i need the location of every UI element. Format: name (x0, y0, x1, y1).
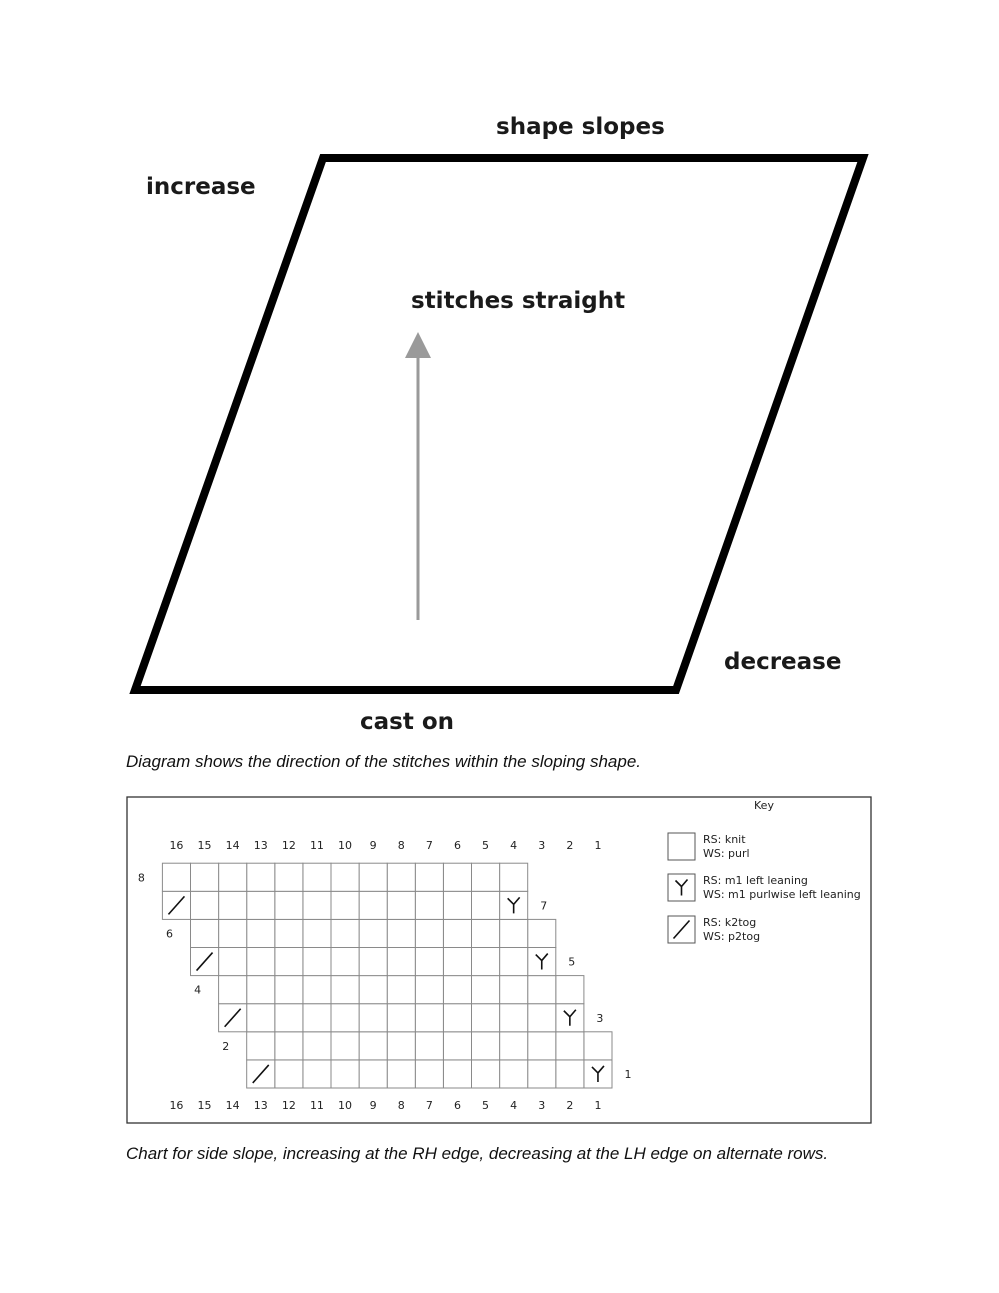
chart-cell (275, 976, 303, 1004)
chart-cell (500, 976, 528, 1004)
chart-cell (275, 891, 303, 919)
chart-cell (443, 948, 471, 976)
chart-cell (387, 1032, 415, 1060)
chart-cell (359, 948, 387, 976)
chart-cell (359, 1032, 387, 1060)
stitch-number-top: 5 (482, 839, 490, 852)
stitch-number-bottom: 13 (253, 1099, 268, 1112)
row-number-label: 6 (166, 927, 173, 941)
row-number-label: 7 (540, 899, 548, 913)
chart-cell (247, 948, 275, 976)
chart-cell (500, 948, 528, 976)
chart-cell (443, 919, 471, 947)
chart-cell (303, 976, 331, 1004)
chart-cell (359, 976, 387, 1004)
chart-cell (387, 891, 415, 919)
chart-cell (415, 891, 443, 919)
row-number-label: 1 (624, 1067, 632, 1081)
stitch-number-top: 12 (281, 839, 296, 852)
chart-cell (415, 1060, 443, 1088)
chart-cell (500, 863, 528, 891)
chart-cell (415, 1004, 443, 1032)
stitch-number-top: 13 (253, 839, 268, 852)
chart-cell (472, 976, 500, 1004)
chart-cell (247, 1032, 275, 1060)
chart-cell (303, 1032, 331, 1060)
chart-cell (443, 863, 471, 891)
chart-cell (331, 891, 359, 919)
decrease-label: decrease (724, 649, 842, 675)
chart-cell (500, 1004, 528, 1032)
chart-cell (331, 1032, 359, 1060)
chart-cell (359, 891, 387, 919)
stitch-number-top: 4 (510, 839, 518, 852)
chart-cell (584, 1032, 612, 1060)
stitch-number-top: 11 (309, 839, 324, 852)
chart-cell (359, 1004, 387, 1032)
chart-cell (500, 919, 528, 947)
stitch-number-top: 3 (538, 839, 546, 852)
stitch-number-top: 16 (169, 839, 184, 852)
stitch-number-top: 14 (225, 839, 240, 852)
chart-cell (500, 1060, 528, 1088)
chart-cell (556, 976, 584, 1004)
chart-cell (443, 1032, 471, 1060)
chart-caption: Chart for side slope, increasing at the RH edge, decreasing at the LH edge on alternate rows. (126, 1144, 829, 1163)
stitch-number-bottom: 3 (538, 1099, 546, 1112)
chart-cell (247, 891, 275, 919)
chart-cell (162, 863, 190, 891)
stitch-number-bottom: 12 (281, 1099, 296, 1112)
key-ws-label: WS: m1 purlwise left leaning (703, 888, 861, 901)
stitch-number-top: 6 (453, 839, 461, 852)
chart-cell (303, 891, 331, 919)
chart-cell (472, 919, 500, 947)
chart-cell (359, 1060, 387, 1088)
chart-cell (331, 1060, 359, 1088)
chart-cell (387, 863, 415, 891)
chart-cell (331, 1004, 359, 1032)
chart-cell (500, 1032, 528, 1060)
stitch-number-bottom: 8 (397, 1099, 405, 1112)
stitch-number-top: 2 (566, 839, 574, 852)
key-rs-label: RS: knit (703, 833, 746, 846)
row-number-label: 8 (137, 871, 145, 885)
chart-cell (303, 948, 331, 976)
chart-cell (219, 976, 247, 1004)
chart-cell (191, 891, 219, 919)
shape-slopes-label: shape slopes (496, 114, 665, 140)
stitch-number-bottom: 16 (169, 1099, 184, 1112)
chart-cell (472, 948, 500, 976)
row-number-label: 4 (194, 983, 202, 997)
row-number-label: 5 (568, 955, 576, 969)
stitch-number-bottom: 9 (369, 1099, 377, 1112)
stitch-number-top: 1 (594, 839, 602, 852)
stitch-number-top: 7 (425, 839, 433, 852)
row-number-label: 2 (222, 1039, 230, 1053)
chart-cell (331, 976, 359, 1004)
chart-cell (528, 919, 556, 947)
row-number-label: 3 (596, 1011, 604, 1025)
stitch-number-top: 8 (397, 839, 405, 852)
cast-on-label: cast on (360, 709, 455, 735)
chart-cell (303, 1060, 331, 1088)
chart-cell (528, 1060, 556, 1088)
chart-cell (472, 1060, 500, 1088)
chart-cell (387, 1060, 415, 1088)
chart-cell (247, 863, 275, 891)
key-rs-label: RS: m1 left leaning (703, 874, 808, 887)
chart-cell (331, 863, 359, 891)
chart-cell (219, 891, 247, 919)
chart-cell (472, 1004, 500, 1032)
chart-cell (359, 863, 387, 891)
chart-grid (138, 839, 632, 1112)
key-ws-label: WS: purl (703, 847, 750, 860)
chart-cell (387, 948, 415, 976)
stitch-number-bottom: 1 (594, 1099, 602, 1112)
key-rs-label: RS: k2tog (703, 916, 757, 929)
chart-cell (275, 1004, 303, 1032)
chart-cell (387, 1004, 415, 1032)
chart-cell (191, 919, 219, 947)
diagram-caption: Diagram shows the direction of the stitches within the sloping shape. (126, 752, 641, 771)
chart-cell (472, 1032, 500, 1060)
increase-label: increase (146, 174, 256, 200)
chart-cell (359, 919, 387, 947)
stitch-number-top: 15 (197, 839, 212, 852)
stitch-number-bottom: 15 (197, 1099, 212, 1112)
chart-cell (275, 1032, 303, 1060)
chart-cell (275, 948, 303, 976)
chart-cell (275, 919, 303, 947)
chart-key (668, 799, 861, 943)
chart-cell (528, 1004, 556, 1032)
stitch-number-bottom: 14 (225, 1099, 240, 1112)
stitch-number-top: 10 (338, 839, 353, 852)
chart-cell (331, 948, 359, 976)
chart-cell (528, 1032, 556, 1060)
chart-cell (275, 863, 303, 891)
chart-cell (415, 948, 443, 976)
stitch-number-bottom: 2 (566, 1099, 574, 1112)
chart-cell (415, 976, 443, 1004)
chart-cell (556, 1032, 584, 1060)
stitch-number-bottom: 10 (338, 1099, 353, 1112)
stitch-number-top: 9 (369, 839, 377, 852)
key-swatch-blank (668, 833, 695, 860)
chart-cell (443, 976, 471, 1004)
chart-cell (443, 1004, 471, 1032)
chart-cell (303, 863, 331, 891)
chart-cell (443, 1060, 471, 1088)
chart-cell (443, 891, 471, 919)
chart-cell (219, 863, 247, 891)
stitch-number-bottom: 6 (453, 1099, 461, 1112)
chart-cell (247, 1004, 275, 1032)
chart-cell (387, 919, 415, 947)
chart-cell (331, 919, 359, 947)
chart-cell (219, 948, 247, 976)
chart-cell (303, 919, 331, 947)
chart-cell (247, 976, 275, 1004)
chart-cell (556, 1060, 584, 1088)
key-ws-label: WS: p2tog (703, 930, 761, 943)
stitch-number-bottom: 5 (482, 1099, 490, 1112)
stitch-number-bottom: 7 (425, 1099, 433, 1112)
chart-cell (472, 891, 500, 919)
stitches-straight-label: stitches straight (411, 288, 626, 314)
chart-cell (219, 919, 247, 947)
chart-cell (303, 1004, 331, 1032)
chart-cell (247, 919, 275, 947)
chart-cell (472, 863, 500, 891)
stitch-number-bottom: 11 (309, 1099, 324, 1112)
chart-cell (387, 976, 415, 1004)
key-title: Key (754, 799, 774, 812)
chart-cell (528, 976, 556, 1004)
chart-cell (191, 863, 219, 891)
chart-cell (415, 863, 443, 891)
chart-cell (415, 919, 443, 947)
stitch-number-bottom: 4 (510, 1099, 518, 1112)
chart-cell (415, 1032, 443, 1060)
chart-cell (275, 1060, 303, 1088)
